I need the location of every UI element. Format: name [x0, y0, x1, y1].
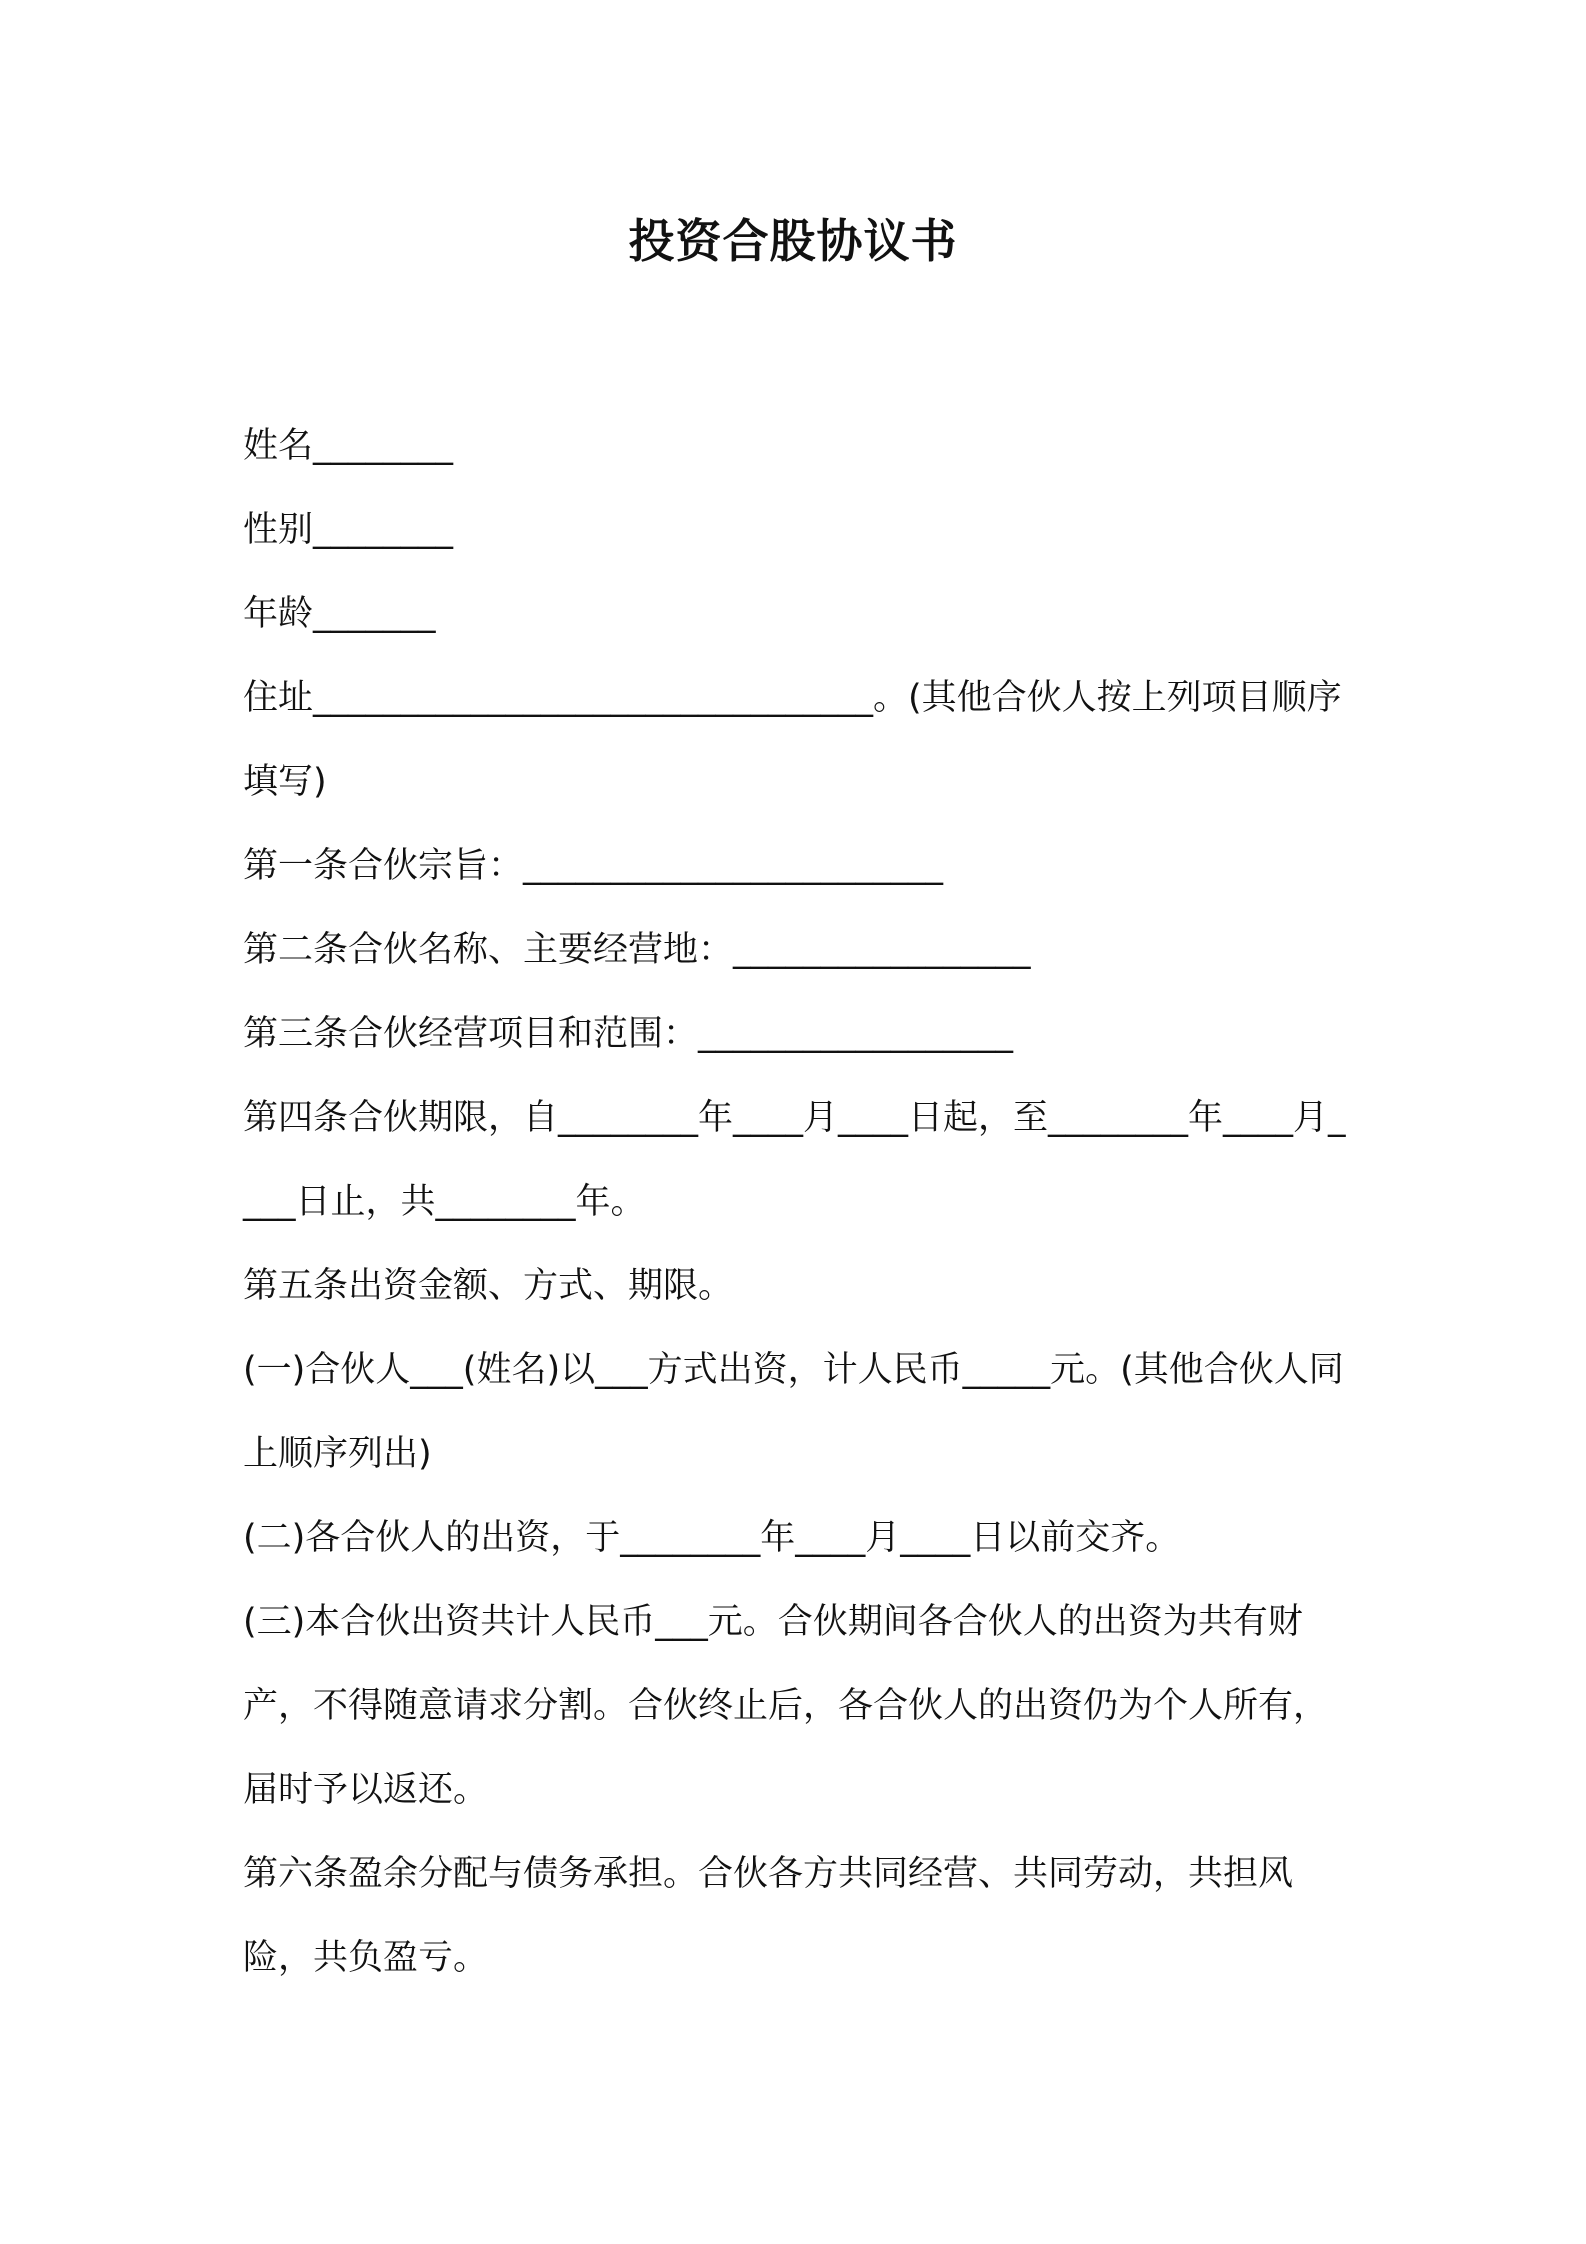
field-name: 姓名________	[243, 426, 454, 466]
document-title: 投资合股协议书	[628, 214, 958, 268]
field-age: 年龄_______	[243, 594, 436, 634]
clause-1-purpose: 第一条合伙宗旨：________________________	[243, 846, 944, 886]
document-body	[243, 404, 1358, 2000]
clause-4-term: 第四条合伙期限，自________年____月____日起，至________年____月____日止，共________年。	[243, 1098, 1346, 1222]
field-gender: 性别________	[243, 510, 454, 550]
clause-5-heading: 第五条出资金额、方式、期限。	[243, 1266, 734, 1306]
clause-6: 第六条盈余分配与债务承担。合伙各方共同经营、共同劳动，共担风险，共负盈亏。	[243, 1854, 1294, 1978]
clause-2-name-location: 第二条合伙名称、主要经营地：_________________	[243, 930, 1031, 970]
clause-5-item-3: (三)本合伙出资共计人民币___元。合伙期间各合伙人的出资为共有财产，不得随意请求分割。合伙终止后，各合伙人的出资仍为个人所有，届时予以返还。	[243, 1602, 1329, 1810]
clause-5-item-1: (一)合伙人___(姓名)以___方式出资，计人民币_____元。(其他合伙人同上顺序列出)	[243, 1350, 1344, 1474]
field-address: 住址________________________________。(其他合伙人按上列项目顺序填写)	[243, 678, 1342, 802]
clause-5-item-2: (二)各合伙人的出资，于________年____月____日以前交齐。	[243, 1518, 1181, 1558]
clause-3-scope: 第三条合伙经营项目和范围：__________________	[243, 1014, 1014, 1054]
